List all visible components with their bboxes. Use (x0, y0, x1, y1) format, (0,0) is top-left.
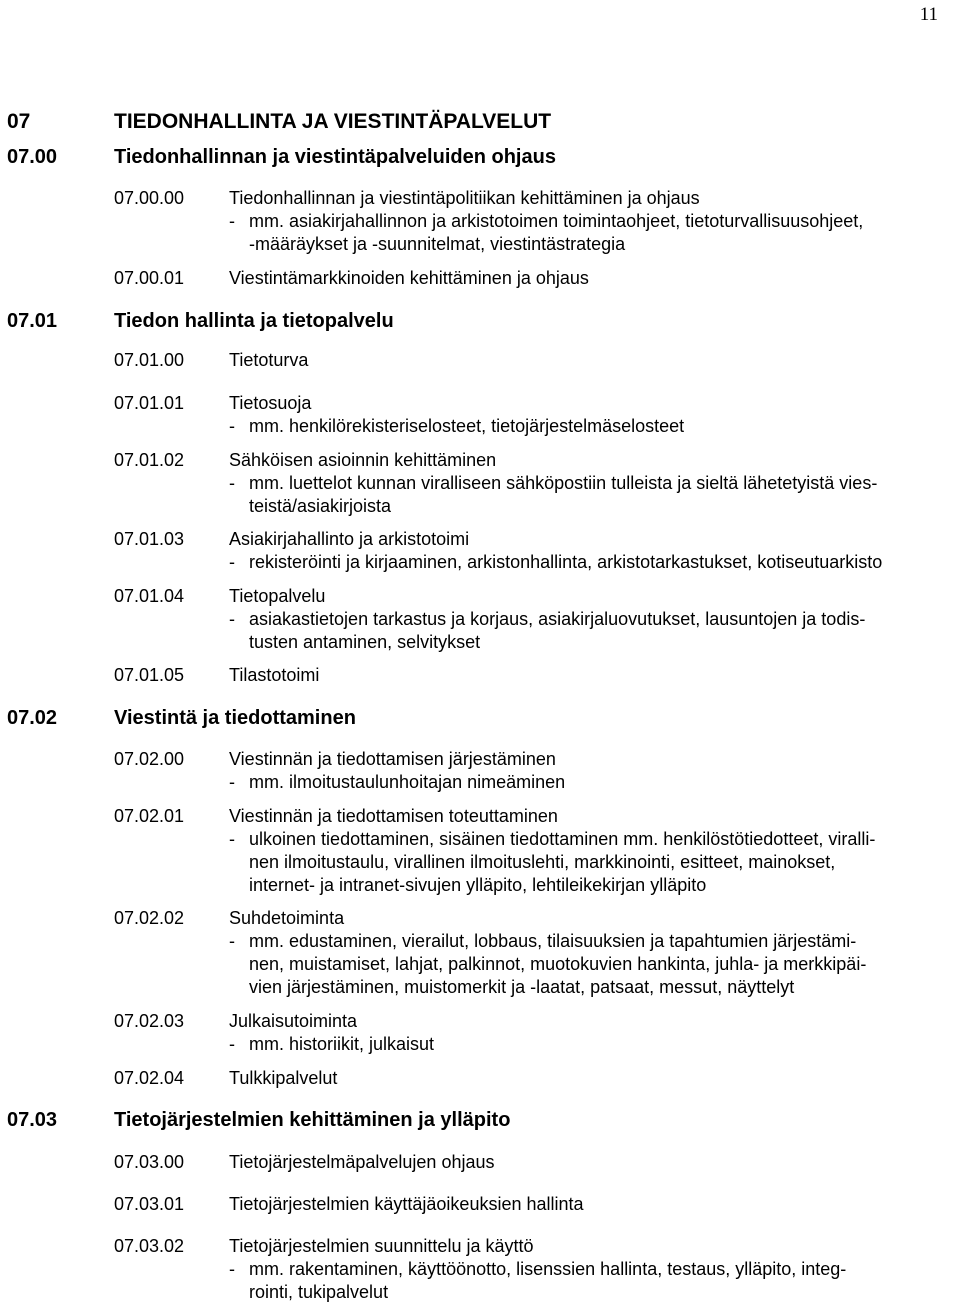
main-heading-title: TIEDONHALLINTA JA VIESTINTÄPALVELUT (114, 110, 552, 133)
section-code: 07.01 (7, 310, 58, 332)
item-code: 07.03.02 (114, 1236, 185, 1256)
section-code: 07.02 (7, 707, 58, 729)
item-code: 07.02.00 (114, 749, 185, 769)
item-detail-line: rointi, tukipalvelut (249, 1282, 389, 1302)
item-title: Suhdetoiminta (229, 908, 345, 928)
item-code: 07.03.00 (114, 1152, 185, 1172)
item-detail-line: nen, muistamiset, lahjat, palkinnot, muotokuvien hankinta, juhla- ja merkkipäi- (249, 954, 867, 974)
item-code: 07.02.03 (114, 1011, 185, 1031)
item-code: 07.03.01 (114, 1194, 185, 1214)
item-dash: - (229, 931, 235, 951)
item-detail-line: mm. ilmoitustaulunhoitajan nimeäminen (249, 772, 566, 792)
section-code: 07.00 (7, 146, 58, 168)
item-detail-line: mm. asiakirjahallinnon ja arkistotoimen toimintaohjeet, tietoturvallisuusohjeet, (249, 211, 864, 231)
section-title: Viestintä ja tiedottaminen (114, 707, 356, 729)
item-detail-line: -määräykset ja -suunnitelmat, viestintästrategia (249, 234, 626, 254)
item-detail-line: mm. rakentaminen, käyttöönotto, lisenssien hallinta, testaus, ylläpito, integ- (249, 1259, 847, 1279)
item-detail-line: tusten antaminen, selvitykset (249, 632, 481, 652)
page-number: 11 (919, 4, 938, 25)
item-title: Julkaisutoiminta (229, 1011, 358, 1031)
item-code: 07.01.02 (114, 450, 185, 470)
item-detail-line: mm. edustaminen, vierailut, lobbaus, tilaisuuksien ja tapahtumien järjestämi- (249, 931, 857, 951)
item-title: Tietopalvelu (229, 586, 326, 606)
item-dash: - (229, 211, 235, 231)
item-code: 07.01.00 (114, 350, 185, 370)
item-detail-line: nen ilmoitustaulu, virallinen ilmoituslehti, markkinointi, esitteet, mainokset, (249, 852, 836, 872)
item-title: Tietojärjestelmien suunnittelu ja käyttö (229, 1236, 534, 1256)
item-title: Viestinnän ja tiedottamisen järjestäminen (229, 749, 556, 769)
item-dash: - (229, 473, 235, 493)
section-title: Tiedonhallinnan ja viestintäpalveluiden ohjaus (114, 146, 556, 168)
item-code: 07.02.04 (114, 1068, 185, 1088)
section-title: Tietojärjestelmien kehittäminen ja ylläpito (114, 1109, 511, 1131)
item-code: 07.01.03 (114, 529, 185, 549)
item-dash: - (229, 1034, 235, 1054)
item-title: Tietojärjestelmäpalvelujen ohjaus (229, 1152, 495, 1172)
item-detail-line: mm. historiikit, julkaisut (249, 1034, 435, 1054)
item-code: 07.01.01 (114, 393, 185, 413)
item-detail-line: teistä/asiakirjoista (249, 496, 392, 516)
main-heading-code: 07 (7, 110, 31, 133)
item-title: Asiakirjahallinto ja arkistotoimi (229, 529, 470, 549)
item-code: 07.00.01 (114, 268, 185, 288)
item-dash: - (229, 829, 235, 849)
item-title: Viestinnän ja tiedottamisen toteuttaminen (229, 806, 558, 826)
item-detail-line: mm. henkilörekisteriselosteet, tietojärjestelmäselosteet (249, 416, 685, 436)
item-code: 07.01.04 (114, 586, 185, 606)
item-code: 07.02.02 (114, 908, 185, 928)
item-detail-line: internet- ja intranet-sivujen ylläpito, lehtileikekirjan ylläpito (249, 875, 707, 895)
item-dash: - (229, 552, 235, 572)
section-code: 07.03 (7, 1109, 58, 1131)
item-detail-line: rekisteröinti ja kirjaaminen, arkistonhallinta, arkistotarkastukset, kotiseutuarkisto (249, 552, 883, 572)
item-title: Viestintämarkkinoiden kehittäminen ja ohjaus (229, 268, 589, 288)
item-code: 07.01.05 (114, 665, 185, 685)
item-dash: - (229, 1259, 235, 1279)
item-detail-line: asiakastietojen tarkastus ja korjaus, asiakirjaluovutukset, lausuntojen ja todis- (249, 609, 866, 629)
item-title: Sähköisen asioinnin kehittäminen (229, 450, 497, 470)
item-title: Tietosuoja (229, 393, 312, 413)
item-dash: - (229, 772, 235, 792)
item-title: Tietojärjestelmien käyttäjäoikeuksien hallinta (229, 1194, 584, 1214)
item-title: Tietoturva (229, 350, 309, 370)
item-detail-line: mm. luettelot kunnan viralliseen sähköpostiin tulleista ja sieltä lähetetyistä vies- (249, 473, 878, 493)
item-title: Tiedonhallinnan ja viestintäpolitiikan kehittäminen ja ohjaus (229, 188, 700, 208)
item-detail-line: vien järjestäminen, muistomerkit ja -laatat, patsaat, messut, näyttelyt (249, 977, 795, 997)
item-title: Tulkkipalvelut (229, 1068, 338, 1088)
item-title: Tilastotoimi (229, 665, 320, 685)
item-detail-line: ulkoinen tiedottaminen, sisäinen tiedottaminen mm. henkilöstötiedotteet, viralli- (249, 829, 876, 849)
item-dash: - (229, 609, 235, 629)
section-title: Tiedon hallinta ja tietopalvelu (114, 310, 394, 332)
item-code: 07.00.00 (114, 188, 185, 208)
item-code: 07.02.01 (114, 806, 185, 826)
item-dash: - (229, 416, 235, 436)
